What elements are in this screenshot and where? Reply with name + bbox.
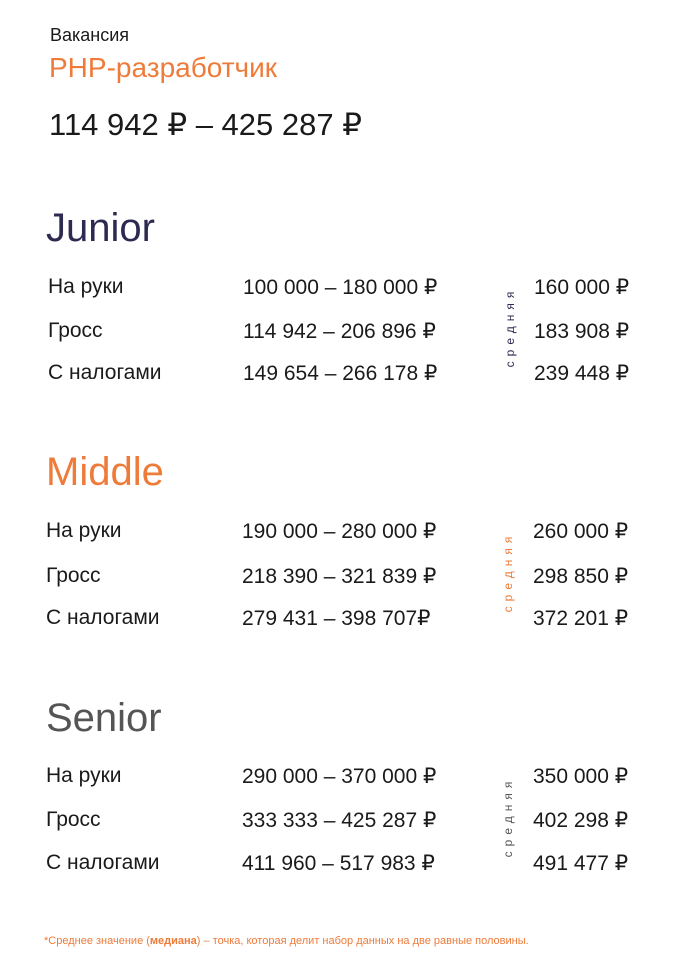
vacancy-label: Вакансия xyxy=(50,25,130,45)
footnote-suffix: ) – точка, которая делит набор данных на две равные половины. xyxy=(196,935,529,947)
row-range: 279 431 – 398 707₽ xyxy=(242,607,431,630)
row-range: 114 942 – 206 896 ₽ xyxy=(243,320,436,343)
row-label: С налогами xyxy=(46,606,160,629)
row-median: 402 298 ₽ xyxy=(533,809,629,832)
footnote-bold: медиана xyxy=(149,935,197,947)
section-title-senior: Senior xyxy=(46,696,162,740)
row-label: На руки xyxy=(46,519,122,542)
footnote xyxy=(44,935,529,947)
median-vertical-label: средняя xyxy=(503,286,517,368)
row-label: С налогами xyxy=(46,851,160,874)
row-median: 298 850 ₽ xyxy=(533,565,629,588)
row-label: Гросс xyxy=(46,564,101,587)
row-label: На руки xyxy=(48,275,124,298)
row-label: Гросс xyxy=(46,808,101,831)
median-vertical-label: средняя xyxy=(501,776,515,858)
median-vertical-label: средняя xyxy=(501,531,515,613)
row-median: 260 000 ₽ xyxy=(533,520,629,543)
vacancy-title: PHP-разработчик xyxy=(49,52,278,83)
row-range: 100 000 – 180 000 ₽ xyxy=(243,276,438,299)
section-title-middle: Middle xyxy=(46,450,164,494)
row-median: 491 477 ₽ xyxy=(533,852,629,875)
row-label: Гросс xyxy=(48,319,103,342)
footnote-prefix: *Среднее значение ( xyxy=(44,935,150,947)
row-label: На руки xyxy=(46,764,122,787)
row-range: 411 960 – 517 983 ₽ xyxy=(242,852,435,875)
row-median: 350 000 ₽ xyxy=(533,765,629,788)
row-median: 372 201 ₽ xyxy=(533,607,629,630)
row-range: 290 000 – 370 000 ₽ xyxy=(242,765,437,788)
row-median: 239 448 ₽ xyxy=(534,362,630,385)
row-range: 218 390 – 321 839 ₽ xyxy=(242,565,437,588)
total-salary-range: 114 942 ₽ – 425 287 ₽ xyxy=(49,107,362,142)
row-median: 160 000 ₽ xyxy=(534,276,630,299)
row-label: С налогами xyxy=(48,361,162,384)
row-median: 183 908 ₽ xyxy=(534,320,630,343)
row-range: 190 000 – 280 000 ₽ xyxy=(242,520,437,543)
row-range: 149 654 – 266 178 ₽ xyxy=(243,362,438,385)
section-title-junior: Junior xyxy=(46,206,155,250)
row-range: 333 333 – 425 287 ₽ xyxy=(242,809,437,832)
